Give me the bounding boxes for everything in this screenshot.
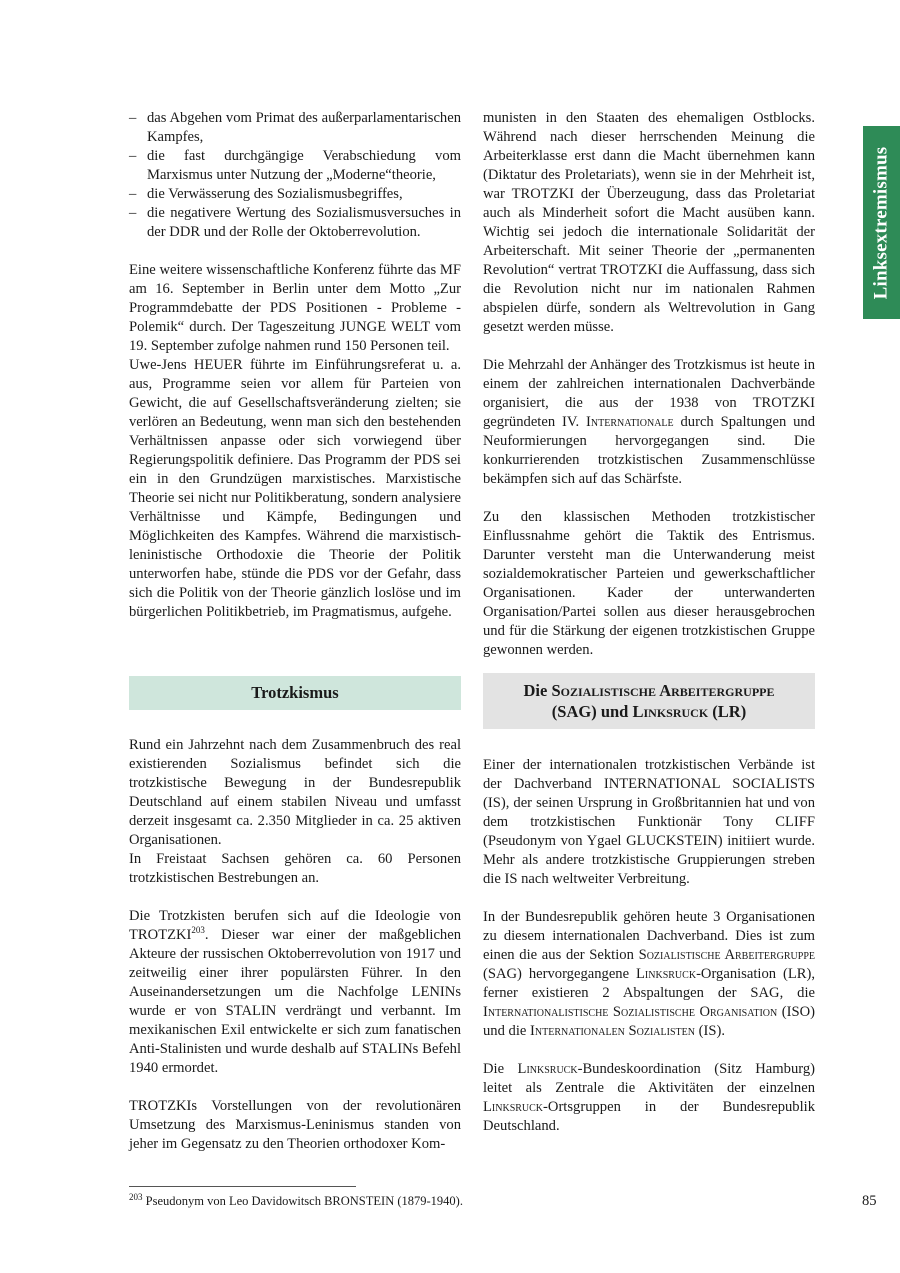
section-tab-label: Linksextremismus: [870, 146, 892, 299]
text-run: -Organisation (LR), ferner existieren 2 Abspaltungen der SAG, die: [483, 966, 815, 1001]
text-run: Internationalistische Sozialistische Organisation: [483, 1004, 778, 1020]
paragraph: [129, 907, 461, 1078]
text-run: Linksruck: [636, 966, 697, 982]
text-run: -Bundeskoordination (Sitz Hamburg) leitet als Zentrale die Aktivitäten der einzelnen: [483, 1061, 815, 1096]
bullet-list: [129, 109, 461, 242]
heading-line: [483, 701, 815, 722]
paragraph: TROTZKIs Vorstellungen von der revolutionären Umsetzung des Marxismus-Leninismus standen von jeher im Gegensatz zu den Theorien orthodoxer Kom-: [129, 1098, 461, 1152]
text-run: Internationalen Sozialisten: [530, 1023, 695, 1039]
text-run: In der Bundesrepublik gehören heute 3 Organisationen zu diesem internationalen Dachverband. Dies ist zum einen die aus der Sektion: [483, 909, 815, 963]
left-column-top: [129, 109, 461, 622]
footnote-ref: 203: [191, 925, 205, 936]
right-column-top: [483, 109, 815, 660]
text-run: Internationale: [586, 414, 674, 430]
text-run: (ISO) und die: [483, 1004, 815, 1039]
section-heading-sag-linksruck: [483, 673, 815, 729]
heading-line: [483, 680, 815, 701]
bullet-item: – die fast durchgängige Verabschiedung vom Marxismus unter Nutzung der „Moderne“theorie,: [129, 147, 461, 185]
section-tab: [863, 126, 900, 319]
text-run: -Ortsgruppen in der Bundesrepublik Deutschland.: [483, 1099, 815, 1134]
paragraph: Rund ein Jahrzehnt nach dem Zusammenbruch des real existierenden Sozialismus befindet sich die trotzkistische Bewegung in der Bundesrepublik Deutschland auf einem stabilen Niveau und umfasst derzeit insgesamt ca. 2.350 Mitglieder in ca. 25 aktiven Organisationen.: [129, 737, 461, 848]
left-column-bottom: [129, 736, 461, 1154]
text-run: (LR): [708, 702, 747, 721]
text-run: Linksruck: [483, 1099, 544, 1115]
text-run: (SAG) hervorgegangene: [483, 966, 637, 982]
bullet-item: – die Verwässerung des Sozialismusbegriffes,: [129, 185, 461, 204]
text-run: . Dieser war einer der maßgeblichen Akteure der russischen Oktoberrevolution von 1917 und zeitweilig einer ihrer populärsten Führer. In den Auseinandersetzungen um die Nachfolge LENINs wurde er von STALIN verdrängt und verbannt. Im mexikanischen Exil entwickelte er sich zum fanatischen Anti-Stalinisten und wurde deshalb auf STALINs Befehl 1940 ermordet.: [129, 927, 461, 1076]
right-column-bottom: [483, 756, 815, 1136]
paragraph: Uwe-Jens HEUER führte im Einführungsreferat u. a. aus, Programme seien vor allem für Parteien von Gewicht, die auf Gesellschaftsveränderung zielten; sie verlören an Bedeutung, wenn man sich den bestehenden Verhältnissen anpasse oder sich vorwiegend über Regierungspolitik definiere. Das Programm der PDS sei ein in den Grundzügen marxistisches. Marxistische Theorie sei nicht nur Politikberatung, sondern analysiere Verhältnisse und Kämpfe, Bedingungen und Möglichkeiten des Kampfes. Während die marxistisch-leninistische Orthodoxie die Theorie der Politik unterworfen habe, stünde die PDS vor der Gefahr, dass sich die Politik von der Theorie gänzlich loslöse und im bürgerlichen Politikbetrieb, im Pragmatismus, aufgehe.: [129, 357, 461, 620]
heading-text: Trotzkismus: [251, 683, 339, 702]
bullet-item: – die negativere Wertung des Sozialismusversuches in der DDR und der Rolle der Oktoberrevolution.: [129, 204, 461, 242]
text-run: (SAG) und: [551, 702, 633, 721]
paragraph: Zu den klassischen Methoden trotzkistischer Einflussnahme gehört die Taktik des Entrismus. Darunter versteht man die Unterwanderung meist sozialdemokratischer Parteien und gewerkschaftlicher Organisationen. Kader der unterwanderten Organisation/Partei sollen aus dieser herausgebrochen und für die Stärkung der eigenen trotzkistischen Gruppe gewonnen werden.: [483, 509, 815, 658]
paragraph: Eine weitere wissenschaftliche Konferenz führte das MF am 16. September in Berlin unter dem Motto „Zur Programmdebatte der PDS Positionen - Probleme - Polemik“ durch. Der Tageszeitung JUNGE WELT vom 19. September zufolge nahmen rund 150 Personen teil.: [129, 262, 461, 354]
footnote-number: 203: [129, 1191, 143, 1202]
footnote-divider: [129, 1186, 356, 1187]
paragraph: [483, 1060, 815, 1136]
text-run: (IS).: [694, 1023, 725, 1039]
text-run: Sozialistische Arbeitergruppe: [551, 681, 775, 700]
text-run: Sozialistische Arbeitergruppe: [638, 947, 816, 963]
footnote: [129, 1193, 463, 1209]
text-run: Die: [483, 1061, 518, 1077]
paragraph: Einer der internationalen trotzkistischen Verbände ist der Dachverband INTERNATIONAL SOCIALISTS (IS), der seinen Ursprung in Großbritannien hat und von dem trotzkistischen Funktionär Tony CLIFF (Pseudonym von Ygael GLUCKSTEIN) initiiert wurde. Mehr als andere trotzkistische Gruppierungen streben die IS nach weltweiter Verbreitung.: [483, 757, 815, 887]
footnote-text: Pseudonym von Leo Davidowitsch BRONSTEIN (1879-1940).: [142, 1194, 463, 1208]
paragraph: [483, 908, 815, 1041]
text-run: durch Spaltungen und Neuformierungen hervorgegangen sind. Die konkurrierenden trotzkistischen Zusammenschlüsse bekämpfen sich auf das Schärfste.: [483, 414, 815, 487]
text-run: Die Trotzkisten berufen sich auf die Ideologie von TROTZKI: [129, 908, 461, 943]
text-run: Die: [523, 681, 552, 700]
paragraph: [483, 356, 815, 489]
paragraph: munisten in den Staaten des ehemaligen Ostblocks. Während nach dieser herrschenden Meinung die Arbeiterklasse erst dann die Macht übernehmen kann (Diktatur des Proletariats), wenn sie in der Mehrheit ist, war TROTZKI der Überzeugung, dass das Proletariat auch als Minderheit sofort die Macht ausüben kann. Wichtig sei jedoch die internationale Solidarität der Arbeiterschaft. Mit seiner Theorie der „permanenten Revolution“ vertrat TROTZKI die Auffassung, dass sich die Revolution nicht nur im nationalen Rahmen abspielen dürfe, sondern als Weltrevolution in Gang gesetzt werden müsse.: [483, 110, 815, 335]
bullet-item: – das Abgehen vom Primat des außerparlamentarischen Kampfes,: [129, 109, 461, 147]
section-heading-trotzkismus: [129, 676, 461, 710]
text-run: Linksruck: [517, 1061, 578, 1077]
page-number: 85: [862, 1193, 877, 1209]
text-run: Linksruck: [632, 702, 709, 721]
paragraph: In Freistaat Sachsen gehören ca. 60 Personen trotzkistischen Bestrebungen an.: [129, 851, 461, 886]
text-run: Die Mehrzahl der Anhänger des Trotzkismus ist heute in einem der zahlreichen internationalen Dachverbände organisiert, die aus der 1938 von TROTZKI gegründeten IV.: [483, 357, 815, 430]
